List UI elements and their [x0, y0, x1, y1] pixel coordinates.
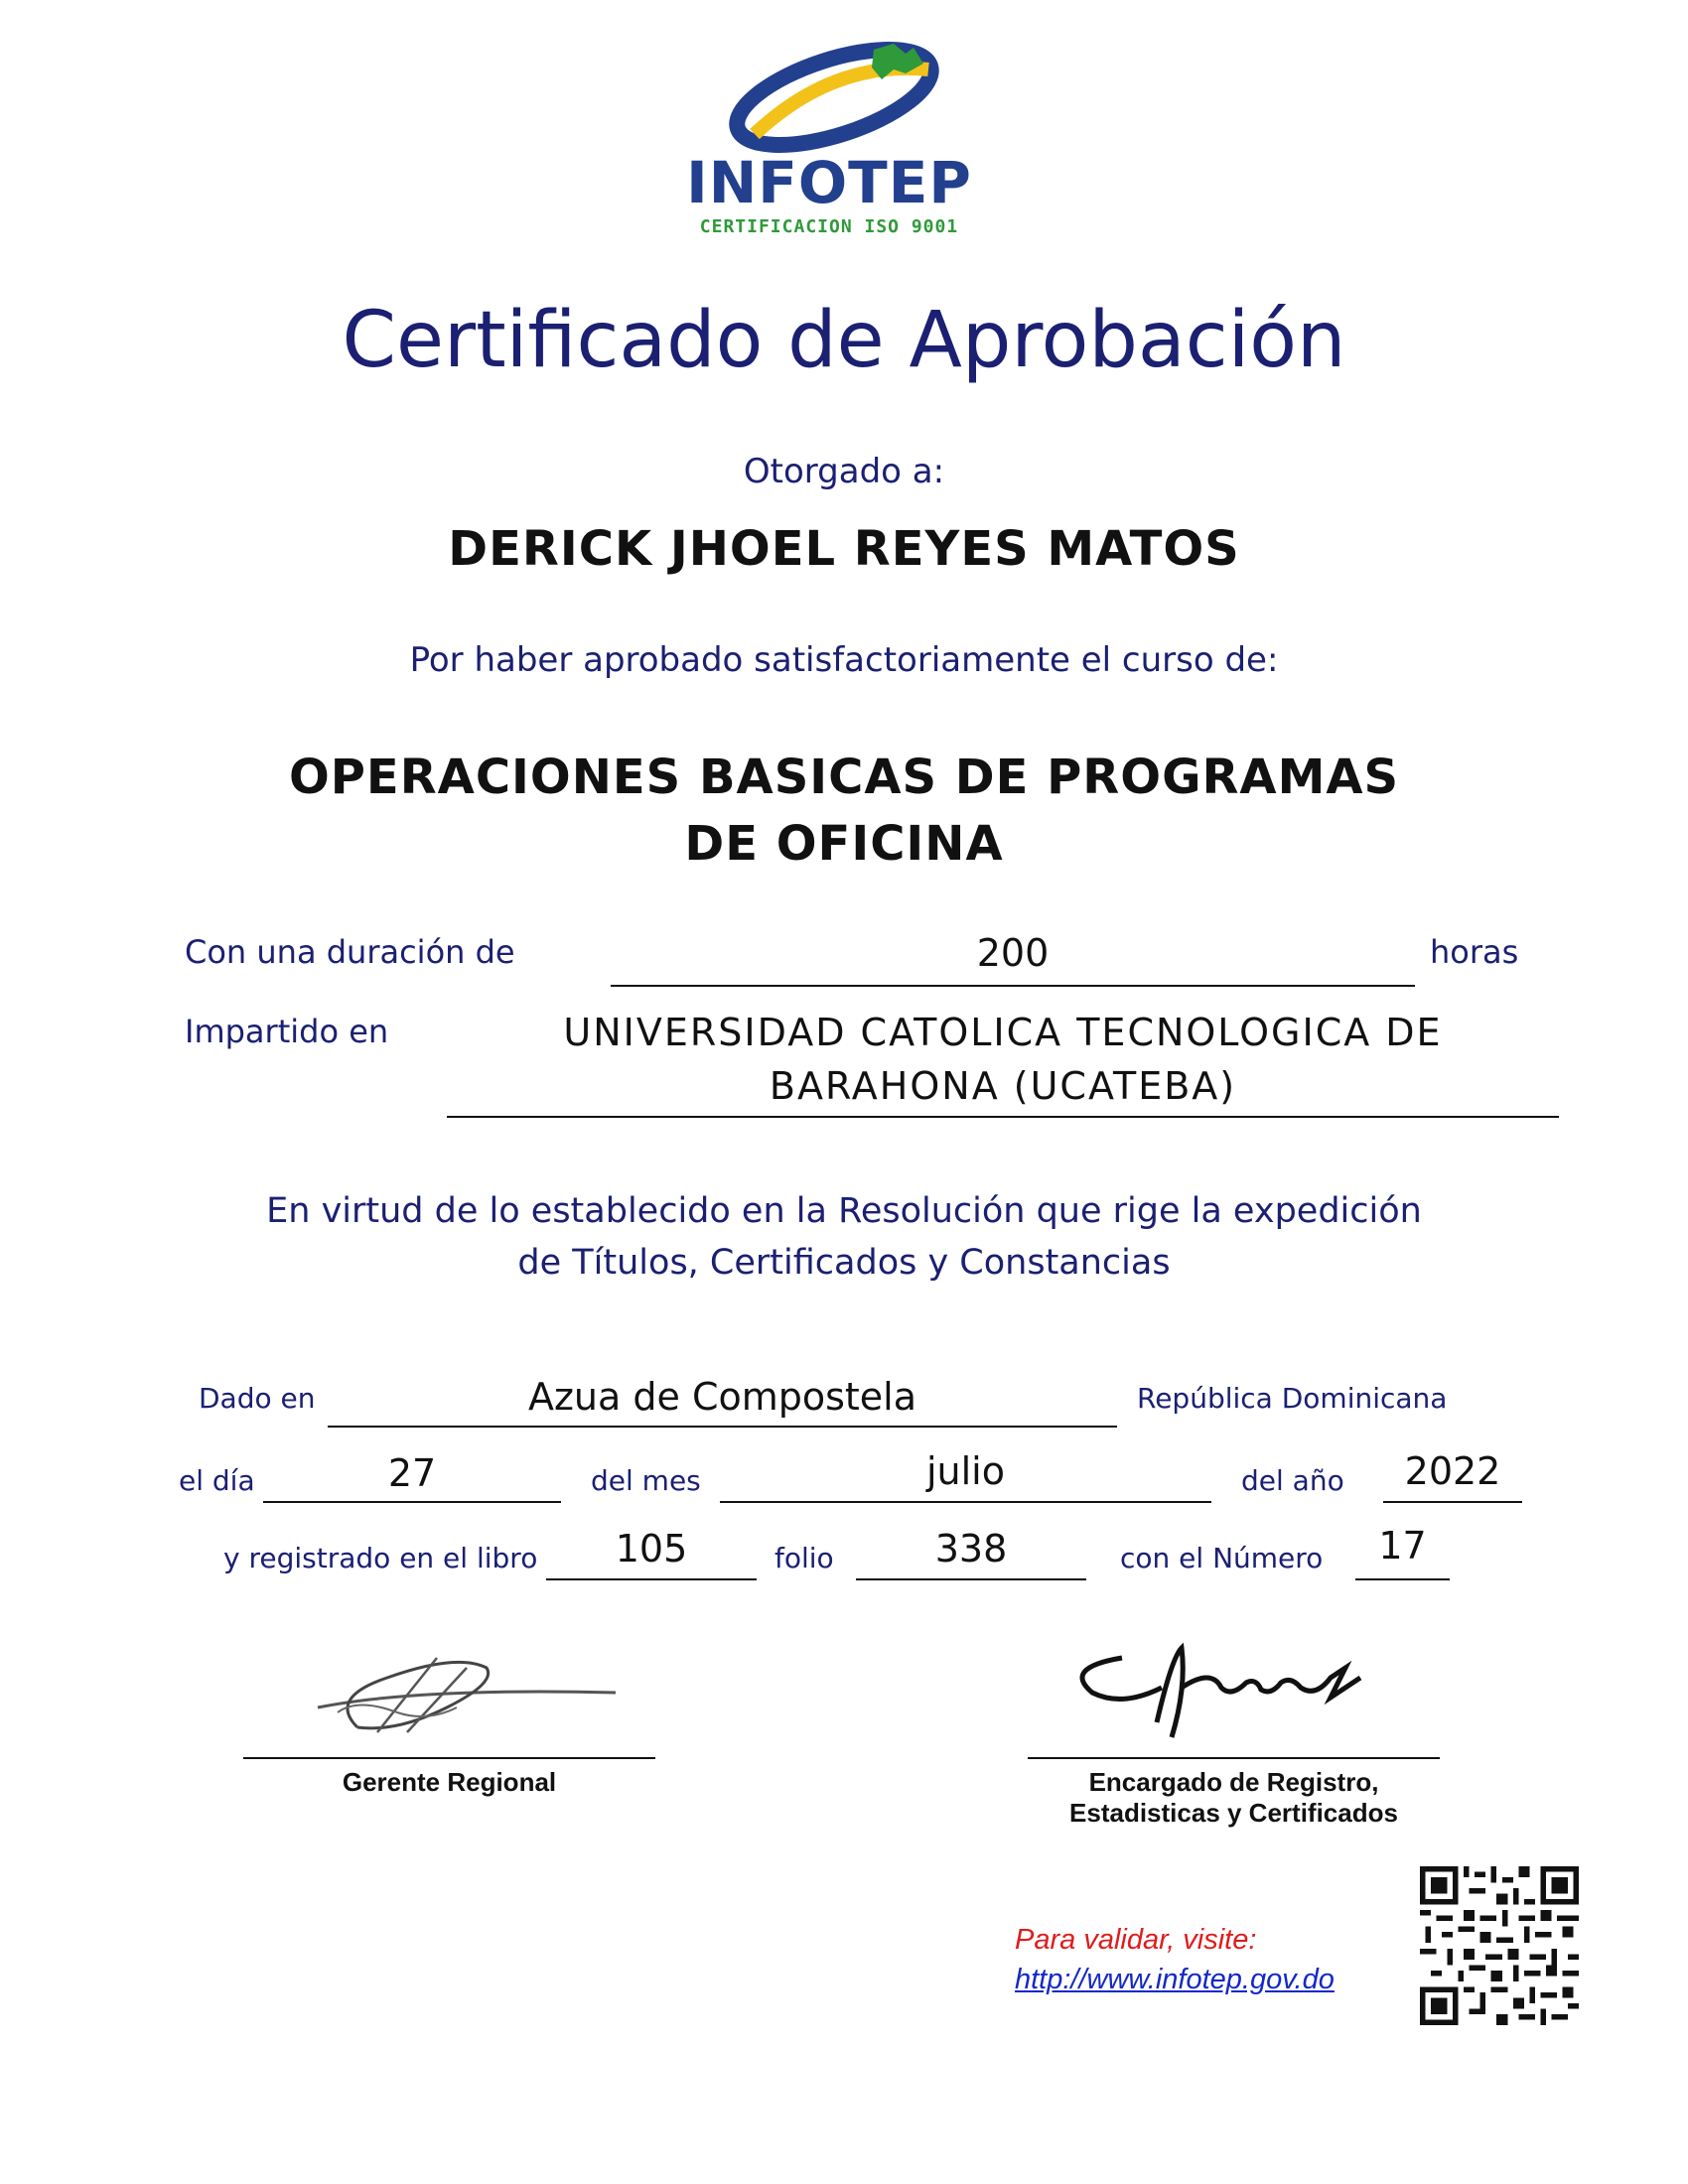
- duration-label: Con una duración de: [185, 933, 515, 971]
- resolution-line2: de Títulos, Certificados y Constancias: [517, 1243, 1171, 1283]
- resolution-line1: En virtud de lo establecido en la Resolución que rige la expedición: [266, 1191, 1422, 1231]
- right-signature-line: [1028, 1757, 1440, 1759]
- book-label: y registrado en el libro: [223, 1542, 538, 1574]
- book-underline: [546, 1578, 757, 1580]
- number-underline: [1355, 1578, 1450, 1580]
- course-name-line2: DE OFICINA: [684, 816, 1004, 872]
- place-underline: [328, 1426, 1117, 1428]
- validation-link[interactable]: http://www.infotep.gov.do: [1015, 1964, 1335, 1995]
- course-name-line1: OPERACIONES BASICAS DE PROGRAMAS: [288, 750, 1400, 805]
- qr-code: [1420, 1866, 1579, 2025]
- day-underline: [263, 1501, 561, 1503]
- institution-line1: UNIVERSIDAD CATOLICA TECNOLOGICA DE: [563, 1011, 1443, 1054]
- duration-unit: horas: [1430, 933, 1519, 971]
- registry-number: 17: [1378, 1524, 1427, 1568]
- certificate-title: Certificado de Aprobación: [342, 296, 1346, 385]
- issued-place: Azua de Compostela: [527, 1375, 917, 1419]
- duration-underline: [611, 985, 1415, 987]
- country-label: República Dominicana: [1137, 1382, 1448, 1415]
- logo-wordmark: INFOTEP: [686, 149, 972, 216]
- year-underline: [1383, 1501, 1522, 1503]
- taught-label: Impartido en: [185, 1013, 389, 1050]
- day-label: el día: [179, 1464, 255, 1497]
- month-underline: [720, 1501, 1211, 1503]
- logo-tagline: CERTIFICACION ISO 9001: [699, 216, 959, 237]
- left-signature-title: Gerente Regional: [342, 1767, 557, 1797]
- right-signature-title-line2: Estadisticas y Certificados: [1069, 1798, 1398, 1828]
- place-label: Dado en: [199, 1382, 316, 1415]
- institution-underline: [447, 1116, 1559, 1118]
- issued-day: 27: [387, 1451, 437, 1495]
- regional-manager-signature: [298, 1638, 626, 1747]
- right-signature-title-line1: Encargado de Registro,: [1088, 1767, 1379, 1797]
- issued-month: julio: [925, 1449, 1005, 1493]
- course-intro: Por haber aprobado satisfactoriamente el curso de:: [409, 640, 1279, 680]
- number-label: con el Número: [1120, 1542, 1324, 1574]
- institution-line2: BARAHONA (UCATEBA): [769, 1064, 1237, 1108]
- duration-value: 200: [976, 931, 1050, 975]
- folio-underline: [856, 1578, 1086, 1580]
- awarded-label: Otorgado a:: [743, 452, 945, 491]
- registrar-signature: [1062, 1628, 1390, 1747]
- left-signature-line: [243, 1757, 655, 1759]
- year-label: del año: [1241, 1464, 1344, 1497]
- folio-label: folio: [774, 1542, 834, 1574]
- recipient-name: DERICK JHOEL REYES MATOS: [448, 521, 1240, 577]
- issued-year: 2022: [1404, 1449, 1501, 1493]
- validation-text: Para validar, visite:: [1015, 1924, 1257, 1956]
- registry-book: 105: [615, 1527, 688, 1570]
- registry-folio: 338: [934, 1527, 1008, 1570]
- month-label: del mes: [591, 1464, 701, 1497]
